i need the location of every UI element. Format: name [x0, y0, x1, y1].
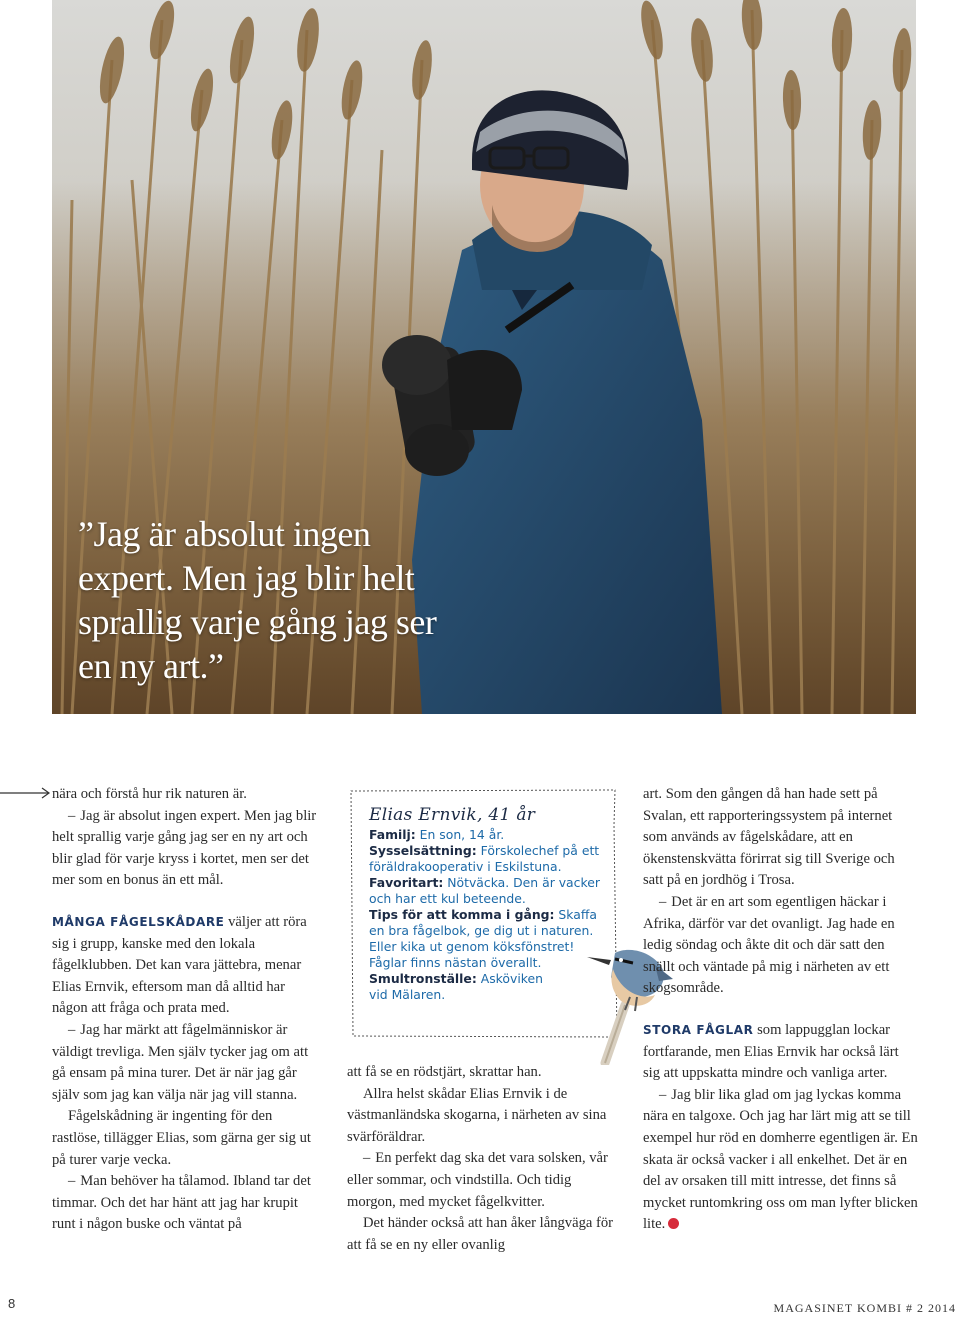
occupation-label: Sysselsättning: — [369, 843, 477, 858]
paragraph: – Man behöver ha tålamod. Ibland tar det timmar. Och det har hänt att jag har krupit runt i någon buske och väntat på — [52, 1171, 320, 1236]
favorite-spot-value: Asköviken vid Mälaren. — [369, 971, 543, 1002]
favorite-spot-label: Smultronställe: — [369, 971, 477, 986]
paragraph — [643, 1020, 918, 1085]
family-label: Familj: — [369, 827, 416, 842]
paragraph-text: Jag blir lika glad om jag lyckas komma nära en talgoxe. Och jag har lärt mig att se till exempel hur röd en domherre egentligen är. En skata är också vacker i all enkelhet. Det är en del av orsaken till mitt intresse, det finns så mycket runtomkring oss om man lyfter blicken lite. — [643, 1086, 918, 1233]
paragraph: nära och förstå hur rik naturen är. — [52, 786, 247, 802]
paragraph: Allra helst skådar Elias Ernvik i de västmanländska skogarna, i närheten av sina svärföräldrar. — [347, 1085, 607, 1145]
lead-in: MÅNGA FÅGELSKÅDARE — [52, 914, 225, 929]
page-number: 8 — [8, 1296, 16, 1311]
paragraph: att få se en rödstjärt, skrattar han. — [347, 1064, 542, 1080]
paragraph: Fågelskådning är ingenting för den rastlöse, tillägger Elias, som gärna ger sig ut på turer varje vecka. — [52, 1108, 311, 1168]
paragraph-text: som lappugglan lockar fortfarande, men Elias Ernvik har också lärt sig att uppskatta mindre och vanliga arter. — [643, 1021, 899, 1082]
favorite-value: Nötväcka. Den är vacker och har ett kul beteende. — [369, 875, 600, 906]
column-3 — [643, 784, 918, 1236]
paragraph-text: väljer att röra sig i grupp, kanske med den lokala fågelklubben. Det kan vara jättebra, menar Elias Ernvik, eftersom man då alltid har någon att fråga och prata med. — [52, 913, 307, 1017]
column-1 — [52, 784, 320, 1236]
magazine-footer: MAGASINET KOMBI # 2 2014 — [773, 1301, 956, 1315]
column-2 — [347, 1062, 623, 1256]
pull-quote: ”Jag är absolut ingen expert. Men jag blir helt sprallig varje gång jag ser en ny art.” — [78, 514, 437, 686]
arrow-right-icon — [0, 787, 52, 799]
paragraph: Det händer också att han åker långväga för att få se en ny eller ovanlig — [347, 1215, 614, 1253]
favorite-label: Favoritart: — [369, 875, 444, 890]
paragraph: – Det är en art som egentligen häckar i Afrika, därför var det ovanligt. Jag hade en ledig söndag och åkte dit och där satt den snällt och väntade på mig i närheten av ett skogsområde. — [643, 892, 918, 1000]
paragraph — [52, 912, 320, 1020]
paragraph: – En perfekt dag ska det vara solsken, vår eller sommar, och vindstilla. Och tidig morgon, med mycket fågelkvitter. — [347, 1148, 623, 1213]
paragraph: art. Som den gången då han hade sett på Svalan, ett rapporteringssystem på internet som används av fågelskådare, att en ökenstenskvätta förirrat sig till Sverige och satt på en jordhög i Trosa. — [643, 786, 895, 889]
occupation-value: Förskolechef på ett föräldrakooperativ i Eskilstuna. — [369, 843, 600, 874]
tips-label: Tips för att komma i gång: — [369, 907, 555, 922]
paragraph: – Jag har märkt att fågelmänniskor är väldigt trevliga. Men själv tycker jag om att gå ensam på mina turer. Det är när jag går själv som jag kan välja när jag vill stanna. — [52, 1020, 320, 1106]
lead-in: STORA FÅGLAR — [643, 1022, 754, 1037]
tips-value: Skaffa en bra fågelbok, ge dig ut i naturen. Eller kika ut genom köksfönstret! Fåglar finns nästan överallt. — [369, 907, 597, 970]
fact-box — [347, 787, 619, 1040]
family-value: En son, 14 år. — [415, 827, 505, 842]
paragraph: – Jag är absolut ingen expert. Men jag blir helt sprallig varje gång jag ser en ny art och blir glad för varje kryss i kortet, men ser det mer som en bonus än ett mål. — [52, 806, 320, 892]
end-mark-icon — [668, 1218, 679, 1229]
paragraph — [643, 1085, 918, 1236]
fact-box-title: Elias Ernvik, 41 år — [369, 805, 536, 825]
